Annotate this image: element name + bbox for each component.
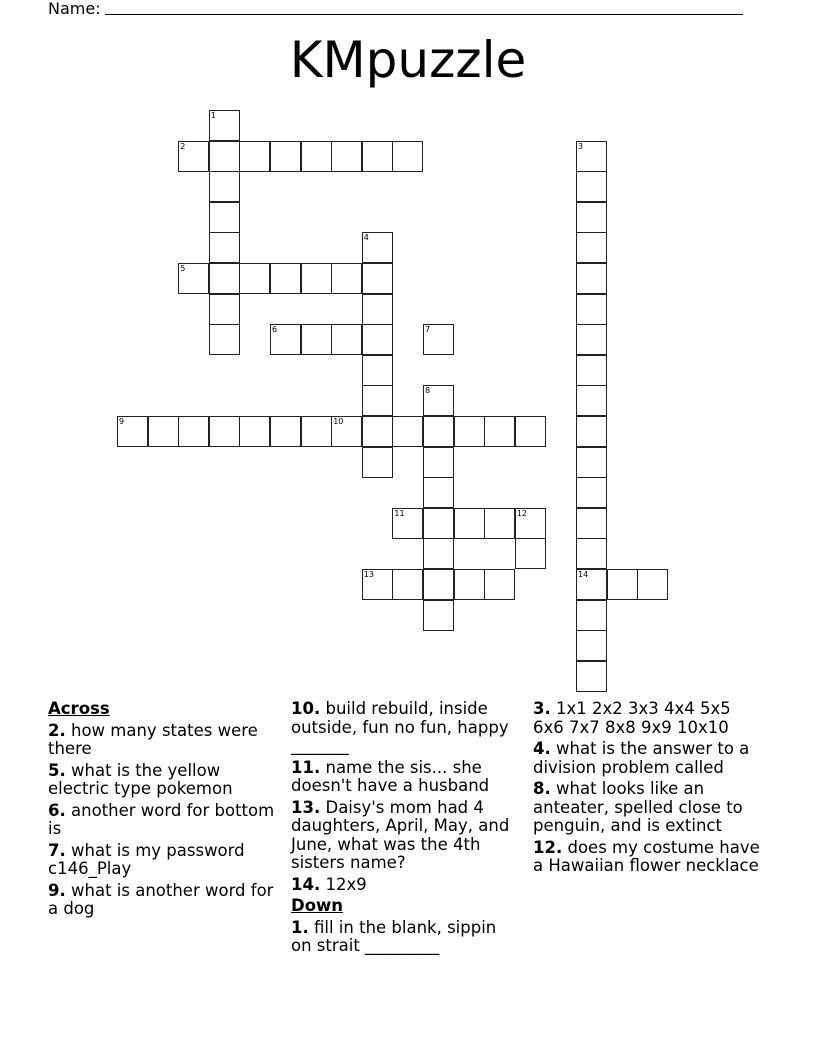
- clue-text: another word for bottom is: [48, 800, 275, 838]
- grid-cell[interactable]: [484, 508, 515, 539]
- clue-item: [48, 722, 278, 759]
- clue-number: 2: [180, 141, 186, 151]
- grid-cell[interactable]: [576, 477, 607, 508]
- clue-text: name the sis... she doesn't have a husband: [291, 757, 490, 795]
- clue-item: [291, 799, 521, 873]
- grid-cell[interactable]: [515, 538, 546, 569]
- grid-cell[interactable]: [362, 324, 393, 355]
- clue-item: [48, 882, 278, 919]
- clue-text: Daisy's mom had 4 daughters, April, May, and June, what was the 4th sisters name?: [291, 797, 510, 872]
- grid-cell[interactable]: [362, 447, 393, 478]
- clue-number: 14: [578, 570, 589, 579]
- grid-cell[interactable]: [423, 538, 454, 569]
- grid-cell[interactable]: [576, 416, 607, 447]
- grid-cell[interactable]: [301, 263, 332, 294]
- clue-item: [48, 842, 278, 879]
- grid-cell[interactable]: [331, 263, 362, 294]
- grid-cell[interactable]: [607, 569, 638, 600]
- grid-cell[interactable]: [209, 171, 240, 202]
- grid-cell[interactable]: [423, 477, 454, 508]
- clue-text: 1x1 2x2 3x3 4x4 5x5 6x6 7x7 8x8 9x9 10x10: [533, 699, 731, 737]
- clue-number: 6: [272, 325, 278, 335]
- clue-number: 4: [363, 233, 369, 243]
- grid-cell[interactable]: [576, 508, 607, 539]
- grid-cell[interactable]: [270, 416, 301, 447]
- clue-number: 9: [119, 417, 125, 426]
- down-heading: Down: [291, 896, 344, 915]
- grid-cell[interactable]: [576, 263, 607, 294]
- grid-cell[interactable]: [576, 661, 607, 692]
- clue-number: 10: [333, 417, 344, 426]
- grid-cell[interactable]: [423, 385, 454, 416]
- clue-number-label: 4.: [533, 739, 551, 758]
- grid-cell[interactable]: [576, 569, 607, 600]
- clue-number: 1: [210, 111, 216, 120]
- clue-column-2: [291, 700, 521, 959]
- grid-cell[interactable]: [209, 324, 240, 355]
- grid-cell[interactable]: [239, 416, 270, 447]
- clue-number-label: 10.: [291, 699, 321, 718]
- grid-cell[interactable]: [331, 416, 362, 447]
- grid-cell[interactable]: [178, 141, 209, 172]
- grid-cell[interactable]: [209, 202, 240, 233]
- clue-item: [291, 876, 521, 895]
- clue-item: [48, 762, 278, 799]
- grid-cell[interactable]: [209, 110, 240, 141]
- grid-cell[interactable]: [423, 324, 454, 355]
- clue-text: build rebuild, inside outside, fun no fun, happy _______: [291, 699, 509, 755]
- grid-cell[interactable]: [117, 416, 148, 447]
- grid-cell[interactable]: [515, 508, 546, 539]
- clue-number-label: 6.: [48, 800, 66, 820]
- clue-number: 12: [516, 508, 527, 518]
- grid-cell[interactable]: [637, 569, 668, 600]
- clue-number: 5: [180, 264, 186, 273]
- grid-cell[interactable]: [484, 569, 515, 600]
- clue-number: 13: [363, 570, 374, 579]
- grid-cell[interactable]: [362, 294, 393, 325]
- clue-column-3: [533, 700, 763, 879]
- clue-text: does my costume have a Hawaiian flower necklace: [533, 837, 760, 875]
- grid-cell[interactable]: [362, 355, 393, 386]
- clue-text: what looks like an anteater, spelled close to penguin, and is extinct: [533, 779, 743, 835]
- grid-cell[interactable]: [362, 385, 393, 416]
- grid-cell[interactable]: [392, 569, 423, 600]
- clue-text: what is another word for a dog: [48, 880, 274, 918]
- clue-text: fill in the blank, sippin on strait _________: [291, 917, 497, 955]
- grid-cell[interactable]: [423, 569, 454, 600]
- puzzle-title: KMpuzzle: [289, 31, 527, 89]
- grid-cell[interactable]: [239, 141, 270, 172]
- grid-cell[interactable]: [454, 569, 485, 600]
- across-heading: Across: [48, 699, 110, 718]
- clue-item: [533, 740, 763, 777]
- clue-number-label: 11.: [291, 757, 321, 777]
- clue-item: [291, 700, 521, 756]
- grid-cell[interactable]: [454, 416, 485, 447]
- grid-cell[interactable]: [362, 263, 393, 294]
- clue-item: [291, 919, 521, 956]
- grid-cell[interactable]: [209, 263, 240, 294]
- grid-cell[interactable]: [515, 416, 546, 447]
- grid-cell[interactable]: [301, 324, 332, 355]
- grid-cell[interactable]: [484, 416, 515, 447]
- grid-cell[interactable]: [576, 171, 607, 202]
- grid-cell[interactable]: [423, 447, 454, 478]
- clue-number-label: 14.: [291, 874, 321, 894]
- clue-column-1: [48, 700, 278, 922]
- grid-cell[interactable]: [392, 141, 423, 172]
- grid-cell[interactable]: [454, 508, 485, 539]
- clue-item: [533, 700, 763, 737]
- grid-cell[interactable]: [576, 355, 607, 386]
- grid-cell[interactable]: [576, 232, 607, 263]
- clue-item: [291, 759, 521, 796]
- grid-cell[interactable]: [576, 538, 607, 569]
- grid-cell[interactable]: [270, 141, 301, 172]
- clue-text: 12x9: [325, 874, 367, 894]
- name-label: Name:: [48, 0, 101, 18]
- clue-text: what is the yellow electric type pokemon: [48, 760, 233, 798]
- clue-number: 8: [425, 386, 431, 396]
- clue-number-label: 12.: [533, 837, 563, 857]
- grid-cell[interactable]: [362, 569, 393, 600]
- grid-cell[interactable]: [270, 263, 301, 294]
- grid-cell[interactable]: [576, 447, 607, 478]
- grid-cell[interactable]: [178, 416, 209, 447]
- clue-number-label: 7.: [48, 840, 66, 860]
- clue-item: [533, 839, 763, 876]
- grid-cell[interactable]: [576, 630, 607, 661]
- grid-cell[interactable]: [576, 600, 607, 631]
- clue-number-label: 1.: [291, 917, 309, 937]
- grid-cell[interactable]: [576, 141, 607, 172]
- grid-cell[interactable]: [178, 263, 209, 294]
- clue-text: how many states were there: [48, 720, 258, 758]
- grid-cell[interactable]: [331, 324, 362, 355]
- grid-cell[interactable]: [270, 324, 301, 355]
- grid-cell[interactable]: [239, 263, 270, 294]
- grid-cell[interactable]: [423, 508, 454, 539]
- grid-cell[interactable]: [209, 232, 240, 263]
- grid-cell[interactable]: [576, 294, 607, 325]
- grid-cell[interactable]: [576, 324, 607, 355]
- clue-number-label: 13.: [291, 797, 321, 817]
- grid-cell[interactable]: [362, 232, 393, 263]
- grid-cell[interactable]: [209, 416, 240, 447]
- grid-cell[interactable]: [209, 141, 240, 172]
- clue-number: 11: [394, 508, 405, 518]
- clue-number: 3: [578, 141, 584, 151]
- grid-cell[interactable]: [576, 385, 607, 416]
- grid-cell[interactable]: [392, 416, 423, 447]
- clue-number-label: 3.: [533, 699, 551, 718]
- clue-text: what is my password c146_Play: [48, 840, 245, 878]
- grid-cell[interactable]: [301, 416, 332, 447]
- grid-cell[interactable]: [423, 416, 454, 447]
- clue-item: [533, 780, 763, 836]
- grid-cell[interactable]: [301, 141, 332, 172]
- clue-number-label: 8.: [533, 779, 551, 798]
- clue-number: 7: [425, 325, 431, 335]
- clue-number-label: 5.: [48, 760, 66, 780]
- clue-text: what is the answer to a division problem called: [533, 739, 750, 777]
- grid-cell[interactable]: [392, 508, 423, 539]
- clue-item: [48, 802, 278, 839]
- grid-cell[interactable]: [362, 416, 393, 447]
- grid-cell[interactable]: [362, 141, 393, 172]
- grid-cell[interactable]: [148, 416, 179, 447]
- grid-cell[interactable]: [331, 141, 362, 172]
- grid-cell[interactable]: [576, 202, 607, 233]
- clue-number-label: 9.: [48, 880, 66, 900]
- clue-number-label: 2.: [48, 720, 66, 740]
- grid-cell[interactable]: [423, 600, 454, 631]
- grid-cell[interactable]: [209, 294, 240, 325]
